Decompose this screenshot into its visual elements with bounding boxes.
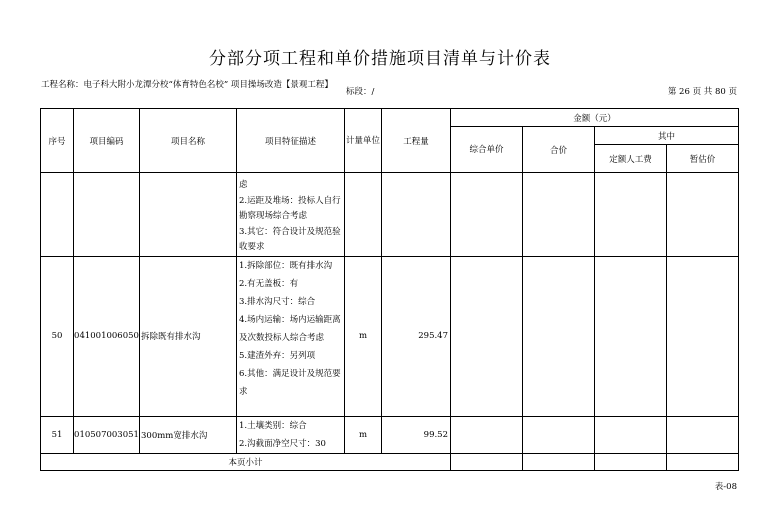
- desc-line: 虑: [239, 180, 248, 190]
- desc-line: 2.有无盖板：有: [239, 278, 299, 289]
- row-name: [140, 173, 237, 257]
- header-code: 项目编码: [74, 109, 140, 173]
- row-qty: 99.52: [382, 416, 451, 453]
- header-of-which: 其中: [595, 127, 739, 145]
- row-unit: m: [345, 256, 382, 416]
- project-name: 工程名称：电子科大附小龙潭分校“体育特色名校” 项目操场改造【景观工程】: [41, 80, 333, 90]
- row-amount-cell: [595, 416, 667, 453]
- row-amount-cell: [451, 173, 523, 257]
- row-amount-cell: [667, 416, 739, 453]
- row-amount-cell: [667, 173, 739, 257]
- header-amount: 金额（元）: [451, 109, 739, 127]
- row-code: 010507003051: [74, 416, 140, 453]
- row-code: 041001006050: [74, 256, 140, 416]
- subtotal-cell: [667, 453, 739, 470]
- desc-line: 2.运距及堆场：投标人自行勘察现场综合考虑: [239, 195, 341, 221]
- desc-line: 3.排水沟尺寸：综合: [239, 296, 316, 307]
- desc-line: 1.土壤类别：综合: [239, 420, 307, 431]
- row-seq: 50: [41, 256, 74, 416]
- page-number: 第 26 页 共 80 页: [667, 87, 737, 97]
- subtotal-cell: [595, 453, 667, 470]
- row-seq: 51: [41, 416, 74, 453]
- desc-line: 5.建渣外弃：另列项: [239, 350, 316, 361]
- header-seq: 序号: [41, 109, 74, 173]
- header-name: 项目名称: [140, 109, 237, 173]
- row-amount-cell: [451, 416, 523, 453]
- desc-line: 1.拆除部位：既有排水沟: [239, 260, 333, 271]
- row-desc: [237, 173, 345, 257]
- header-desc: 项目特征描述: [237, 109, 345, 173]
- desc-line: 4.场内运输：场内运输距离及次数投标人综合考虑: [239, 314, 341, 343]
- row-unit: [345, 173, 382, 257]
- header-qty: 工程量: [382, 109, 451, 173]
- header-labor: 定额人工费: [595, 145, 667, 173]
- row-desc: [237, 256, 345, 416]
- header-provisional: 暂估价: [667, 145, 739, 173]
- bill-of-quantities-table: [40, 108, 739, 471]
- table-row: [41, 256, 739, 416]
- subtotal-cell: [523, 453, 595, 470]
- desc-line: 3.其它：符合设计及规范验收要求: [239, 226, 341, 252]
- section-label: 标段：/: [346, 87, 375, 97]
- row-amount-cell: [451, 256, 523, 416]
- row-amount-cell: [595, 256, 667, 416]
- row-name: 拆除既有排水沟: [140, 256, 237, 416]
- header-unit: 计量单位: [345, 109, 382, 173]
- subtotal-label: 本页小计: [41, 453, 451, 470]
- row-seq: [41, 173, 74, 257]
- row-amount-cell: [523, 173, 595, 257]
- header-total: 合价: [523, 127, 595, 173]
- page-title: 分部分项工程和单价措施项目清单与计价表: [209, 49, 551, 69]
- row-amount-cell: [595, 173, 667, 257]
- subtotal-cell: [451, 453, 523, 470]
- row-unit: m: [345, 416, 382, 453]
- header-unit-price: 综合单价: [451, 127, 523, 173]
- table-row: [41, 416, 739, 453]
- row-code: [74, 173, 140, 257]
- row-qty: [382, 173, 451, 257]
- desc-line: 6.其他：满足设计及规范要求: [239, 368, 341, 397]
- row-name: 300mm宽排水沟: [140, 416, 237, 453]
- row-amount-cell: [667, 256, 739, 416]
- row-desc: [237, 416, 345, 453]
- row-amount-cell: [523, 416, 595, 453]
- table-row: [41, 173, 739, 257]
- desc-line: 2.沟截面净空尺寸：30: [239, 438, 326, 449]
- row-amount-cell: [523, 256, 595, 416]
- form-number: 表-08: [714, 482, 737, 492]
- row-qty: 295.47: [382, 256, 451, 416]
